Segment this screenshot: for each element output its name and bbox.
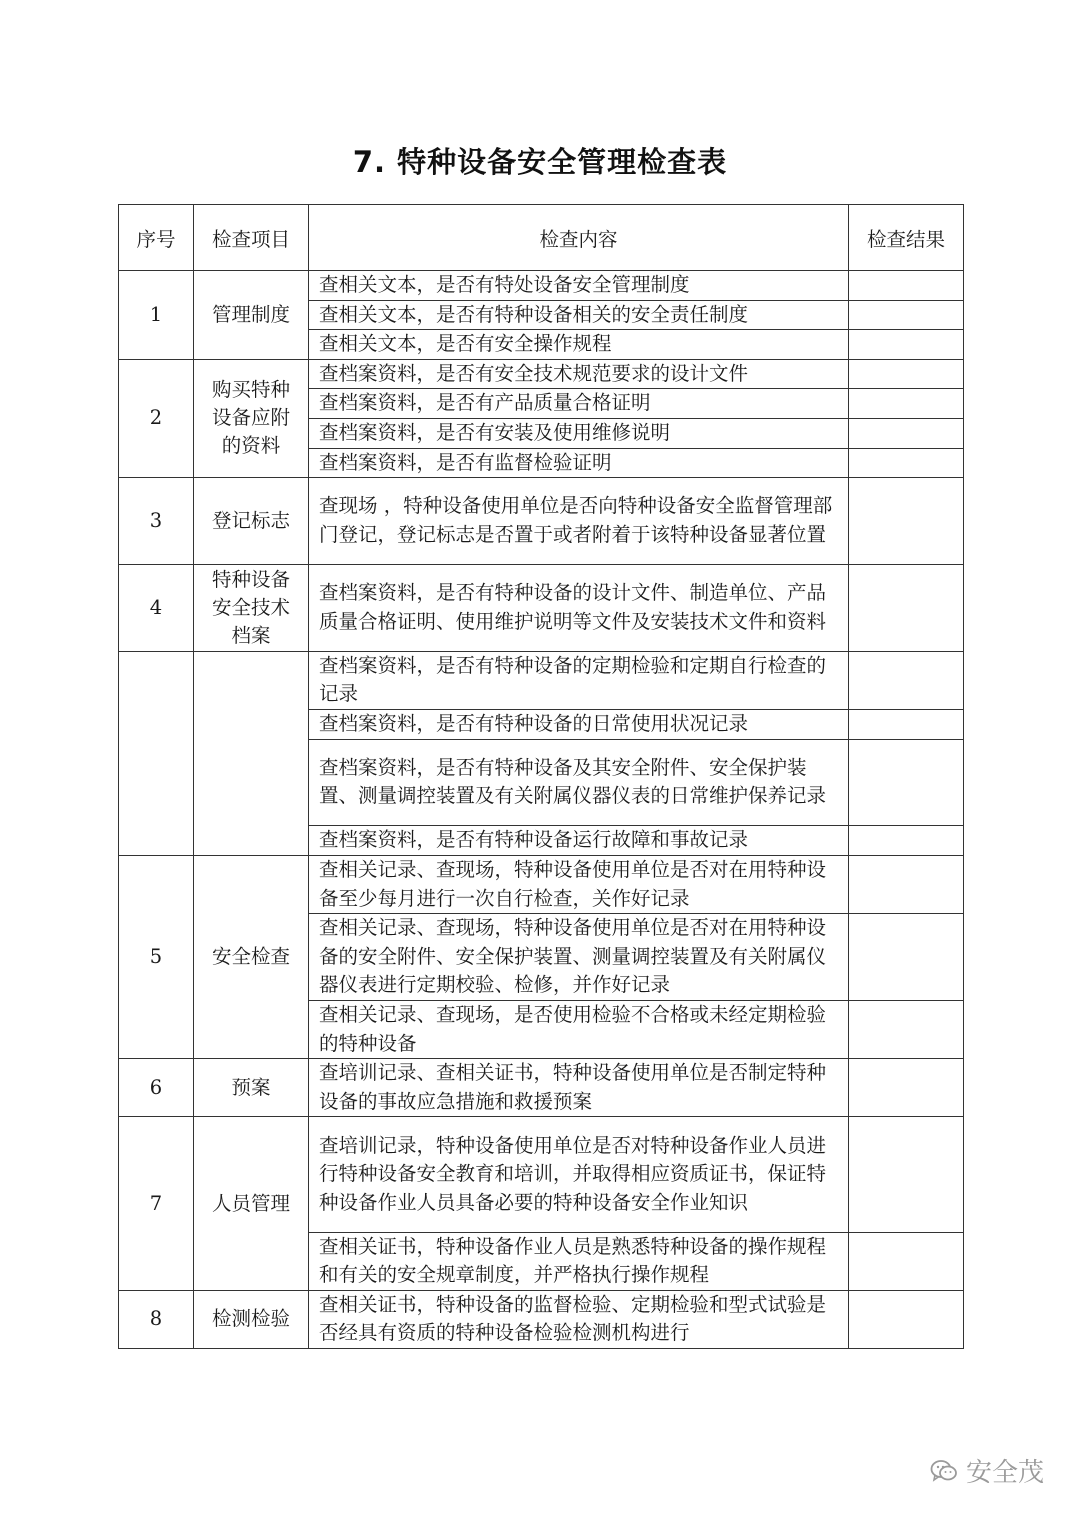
check-result-cell[interactable] bbox=[849, 855, 964, 913]
check-result-cell[interactable] bbox=[849, 271, 964, 301]
check-content: 查相关记录、查现场，特种设备使用单位是否对在用特种设备的安全附件、安全保护装置、测量调控装置及有关附属仪器仪表进行定期校验、检修，并作好记录 bbox=[309, 914, 849, 1001]
table-row bbox=[119, 1290, 964, 1348]
check-content: 查档案资料，是否有特种设备的日常使用状况记录 bbox=[309, 709, 849, 739]
check-content: 查相关证书，特种设备的监督检验、定期检验和型式试验是否经具有资质的特种设备检验检测机构进行 bbox=[309, 1290, 849, 1348]
check-content: 查相关文本，是否有特处设备安全管理制度 bbox=[309, 271, 849, 301]
inspection-table bbox=[118, 204, 964, 1349]
wechat-icon bbox=[930, 1459, 958, 1483]
check-result-cell[interactable] bbox=[849, 330, 964, 360]
page-title: 7. 特种设备安全管理检查表 bbox=[352, 145, 728, 179]
check-result-cell[interactable] bbox=[849, 739, 964, 826]
check-item-label: 登记标志 bbox=[211, 509, 290, 533]
table-row bbox=[119, 1059, 964, 1117]
check-content: 查相关文本，是否有特种设备相关的安全责任制度 bbox=[309, 300, 849, 330]
row-number: 5 bbox=[119, 855, 194, 1058]
row-number: 2 bbox=[119, 359, 194, 477]
check-content: 查档案资料，是否有安装及使用维修说明 bbox=[309, 418, 849, 448]
check-item bbox=[194, 1059, 309, 1117]
check-content: 查培训记录、查相关证书，特种设备使用单位是否制定特种设备的事故应急措施和救援预案 bbox=[309, 1059, 849, 1117]
check-content: 查档案资料，是否有特种设备运行故障和事故记录 bbox=[309, 826, 849, 856]
check-result-cell[interactable] bbox=[849, 1232, 964, 1290]
check-content: 查档案资料，是否有特种设备的定期检验和定期自行检查的记录 bbox=[309, 651, 849, 709]
header-result: 检查结果 bbox=[849, 205, 964, 271]
check-result-cell[interactable] bbox=[849, 1059, 964, 1117]
check-item-label: 预案 bbox=[231, 1075, 271, 1099]
table-row bbox=[119, 478, 964, 565]
header-content: 检查内容 bbox=[309, 205, 849, 271]
check-result-cell[interactable] bbox=[849, 359, 964, 389]
check-content: 查档案资料，是否有产品质量合格证明 bbox=[309, 389, 849, 419]
check-item-label: 检测检验 bbox=[211, 1307, 290, 1331]
check-item bbox=[194, 271, 309, 360]
check-item-label: 人员管理 bbox=[211, 1191, 290, 1215]
watermark-text: 安全茂 bbox=[966, 1458, 1045, 1488]
check-result-cell[interactable] bbox=[849, 389, 964, 419]
check-content: 查相关记录、查现场，是否使用检验不合格或未经定期检验的特种设备 bbox=[309, 1000, 849, 1058]
check-item bbox=[194, 1290, 309, 1348]
row-number: 7 bbox=[119, 1117, 194, 1291]
check-result-cell[interactable] bbox=[849, 478, 964, 565]
check-content: 查培训记录，特种设备使用单位是否对特种设备作业人员进行特种设备安全教育和培训，并取得相应资质证书，保证特种设备作业人员具备必要的特种设备安全作业知识 bbox=[309, 1117, 849, 1232]
check-result-cell[interactable] bbox=[849, 1000, 964, 1058]
check-content: 查档案资料，是否有监督检验证明 bbox=[309, 448, 849, 478]
check-result-cell[interactable] bbox=[849, 448, 964, 478]
check-content: 查档案资料，是否有特种设备的设计文件、制造单位、产品质量合格证明、使用维护说明等文件及安装技术文件和资料 bbox=[309, 564, 849, 651]
watermark bbox=[930, 1452, 1044, 1489]
check-result-cell[interactable] bbox=[849, 914, 964, 1001]
check-item bbox=[194, 1117, 309, 1291]
table-row bbox=[119, 651, 964, 709]
check-content: 查现场 ，特种设备使用单位是否向特种设备安全监督管理部门登记，登记标志是否置于或者附着于该特种设备显著位置 bbox=[309, 478, 849, 565]
check-result-cell[interactable] bbox=[849, 564, 964, 651]
row-number bbox=[119, 651, 194, 855]
check-content: 查相关证书，特种设备作业人员是熟悉特种设备的操作规程和有关的安全规章制度，并严格执行操作规程 bbox=[309, 1232, 849, 1290]
check-item-label: 特种设备安全技术档案 bbox=[211, 567, 290, 647]
check-result-cell[interactable] bbox=[849, 1290, 964, 1348]
row-number: 1 bbox=[119, 271, 194, 360]
check-item bbox=[194, 564, 309, 651]
check-item-label: 购买特种设备应附的资料 bbox=[211, 378, 290, 458]
check-item bbox=[194, 359, 309, 477]
check-content: 查相关记录、查现场，特种设备使用单位是否对在用特种设备至少每月进行一次自行检查，关作好记录 bbox=[309, 855, 849, 913]
check-item bbox=[194, 855, 309, 1058]
check-content: 查相关文本，是否有安全操作规程 bbox=[309, 330, 849, 360]
table-header-row bbox=[119, 205, 964, 271]
check-result-cell[interactable] bbox=[849, 709, 964, 739]
table-row bbox=[119, 855, 964, 913]
check-result-cell[interactable] bbox=[849, 418, 964, 448]
check-content: 查档案资料，是否有特种设备及其安全附件、安全保护装置、测量调控装置及有关附属仪器仪表的日常维护保养记录 bbox=[309, 739, 849, 826]
row-number: 4 bbox=[119, 564, 194, 651]
row-number: 8 bbox=[119, 1290, 194, 1348]
table-row bbox=[119, 564, 964, 651]
row-number: 3 bbox=[119, 478, 194, 565]
table-row bbox=[119, 1117, 964, 1232]
header-item: 检查项目 bbox=[194, 205, 309, 271]
row-number: 6 bbox=[119, 1059, 194, 1117]
check-item-label: 管理制度 bbox=[211, 302, 290, 326]
check-result-cell[interactable] bbox=[849, 651, 964, 709]
check-result-cell[interactable] bbox=[849, 1117, 964, 1232]
table-row bbox=[119, 271, 964, 301]
table-row bbox=[119, 359, 964, 389]
check-result-cell[interactable] bbox=[849, 826, 964, 856]
check-content: 查档案资料，是否有安全技术规范要求的设计文件 bbox=[309, 359, 849, 389]
table-body bbox=[119, 271, 964, 1349]
check-result-cell[interactable] bbox=[849, 300, 964, 330]
check-item-label: 安全检查 bbox=[211, 945, 290, 968]
check-item bbox=[194, 478, 309, 565]
header-num: 序号 bbox=[119, 205, 194, 271]
check-item bbox=[194, 651, 309, 855]
